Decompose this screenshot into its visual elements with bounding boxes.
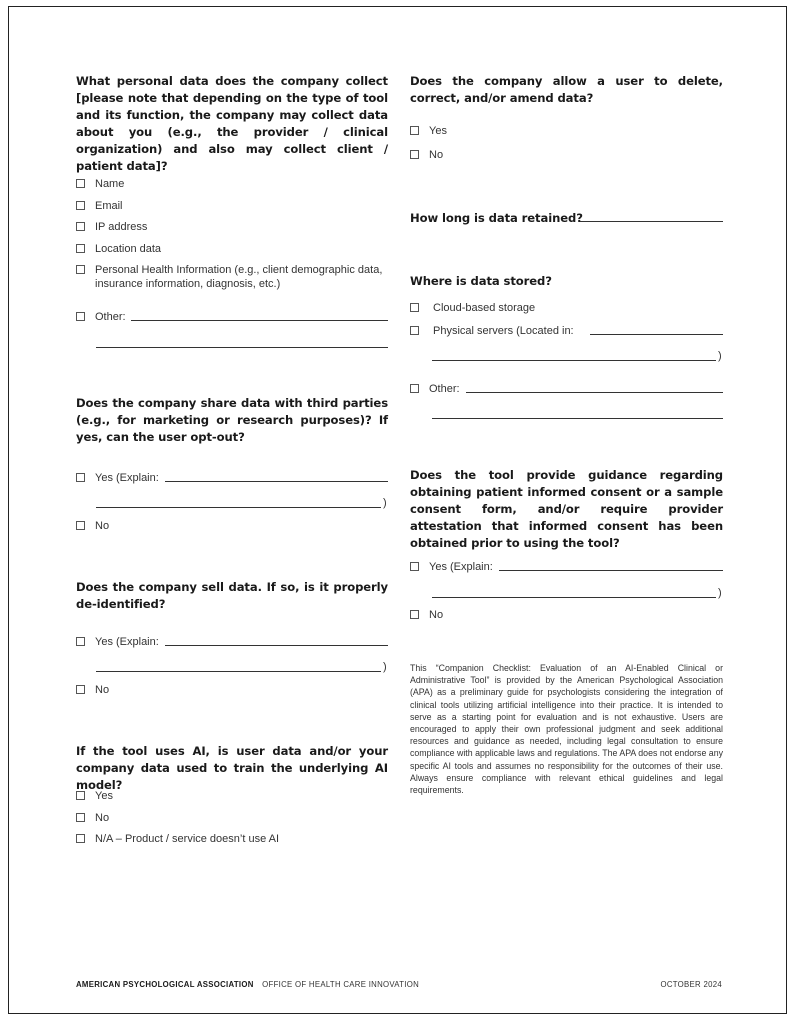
explain-fill-line[interactable] [165, 645, 388, 646]
question-title: Does the tool provide guidance regarding obtaining patient informed consent or a sample consent form, and/or require provider attestation that informed consent has been obtained prior to using the tool? [410, 468, 723, 550]
checkbox-square-icon[interactable] [76, 265, 85, 274]
footer-org: AMERICAN PSYCHOLOGICAL ASSOCIATION [76, 980, 254, 989]
explain-fill-line-2[interactable] [432, 597, 716, 598]
question-personal-data [76, 73, 388, 175]
checkbox-delete-yes[interactable]: Yes [410, 124, 723, 138]
closing-paren: ) [718, 350, 722, 362]
checkbox-square-icon[interactable] [410, 562, 419, 571]
explain-fill-line[interactable] [499, 570, 723, 571]
checkbox-square-icon[interactable] [76, 637, 85, 646]
checkbox-square-icon[interactable] [76, 521, 85, 530]
checkbox-storage-other[interactable]: Other: [410, 382, 723, 396]
checkbox-ip-address[interactable]: IP address [76, 220, 388, 234]
checkbox-consent-yes[interactable]: Yes (Explain: [410, 560, 723, 574]
checkbox-email[interactable]: Email [76, 199, 388, 213]
explain-fill-line-2[interactable] [96, 507, 381, 508]
question-title: What personal data does the company collect [please note that depending on the type of tool and its function, the company may collect data about you (e.g., the provider / clinical organization) and also may collect client / patient data]? [76, 74, 388, 173]
explain-fill-line-2[interactable] [96, 671, 381, 672]
checkbox-square-icon[interactable] [410, 610, 419, 619]
checkbox-square-icon[interactable] [76, 222, 85, 231]
checkbox-cloud-storage[interactable]: Cloud-based storage [410, 301, 723, 315]
checkbox-name[interactable]: Name [76, 177, 388, 191]
other-fill-line[interactable] [466, 392, 723, 393]
checkbox-square-icon[interactable] [410, 303, 419, 312]
checkbox-sell-no[interactable]: No [76, 683, 388, 697]
disclaimer-text: This “Companion Checklist: Evaluation of an AI-Enabled Clinical or Administrative Tool” is provided by the American Psychological Association (APA) as a preliminary guide for psychologists considering the integration of clinical tools utilizing artificial intelligence into their practice. It is intended to serve as a starting point for evaluation and is not exhaustive. Users are encouraged to apply their own professional judgment and seek additional resources and guidance as needed, including legal consultation to ensure compliance with applicable laws and regulations. The APA does not endorse any specific AI tools and assumes no responsibility for the outcomes of their use. Always ensure compliance with relevant ethical guidelines and legal requirements. [410, 663, 723, 796]
question-ai-training [76, 743, 388, 794]
question-title: Does the company sell data. If so, is it properly de-identified? [76, 580, 388, 611]
checkbox-square-icon[interactable] [76, 813, 85, 822]
checkbox-square-icon[interactable] [76, 201, 85, 210]
checkbox-delete-no[interactable]: No [410, 148, 723, 162]
footer-left [76, 980, 419, 989]
checkbox-physical-servers[interactable]: Physical servers (Located in: [410, 324, 723, 338]
other-fill-line-2[interactable] [96, 347, 388, 348]
checkbox-square-icon[interactable] [76, 834, 85, 843]
checkbox-square-icon[interactable] [410, 384, 419, 393]
checkbox-square-icon[interactable] [76, 179, 85, 188]
document-page [8, 6, 787, 1014]
checkbox-location-data[interactable]: Location data [76, 242, 388, 256]
question-title: Does the company share data with third parties (e.g., for marketing or research purposes)? If yes, can the user opt-out? [76, 396, 388, 444]
checkbox-square-icon[interactable] [76, 473, 85, 482]
checkbox-consent-no[interactable]: No [410, 608, 723, 622]
question-storage [410, 273, 723, 290]
checkbox-ai-yes[interactable]: Yes [76, 789, 388, 803]
closing-paren: ) [383, 661, 387, 673]
checkbox-square-icon[interactable] [76, 312, 85, 321]
checkbox-ai-na[interactable]: N/A – Product / service doesn’t use AI [76, 832, 388, 846]
checkbox-square-icon[interactable] [76, 244, 85, 253]
question-title: Does the company allow a user to delete, correct, and/or amend data? [410, 74, 723, 105]
checkbox-square-icon[interactable] [76, 791, 85, 800]
closing-paren: ) [383, 497, 387, 509]
location-fill-line[interactable] [590, 334, 723, 335]
question-title: How long is data retained? [410, 211, 583, 225]
checkbox-share-no[interactable]: No [76, 519, 388, 533]
location-fill-line-2[interactable] [432, 360, 716, 361]
checkbox-square-icon[interactable] [410, 126, 419, 135]
question-retention [410, 209, 723, 227]
question-delete-data [410, 73, 723, 107]
checkbox-sell-yes[interactable]: Yes (Explain: [76, 635, 388, 649]
question-title: Where is data stored? [410, 274, 552, 288]
footer-office: OFFICE OF HEALTH CARE INNOVATION [262, 980, 420, 989]
other-fill-line-2[interactable] [432, 418, 723, 419]
checkbox-share-yes[interactable]: Yes (Explain: [76, 471, 388, 485]
closing-paren: ) [718, 587, 722, 599]
footer-date: OCTOBER 2024 [660, 980, 722, 989]
question-share-data [76, 395, 388, 446]
question-sell-data [76, 579, 388, 613]
other-fill-line[interactable] [131, 320, 388, 321]
question-informed-consent [410, 467, 723, 552]
checkbox-square-icon[interactable] [410, 150, 419, 159]
checkbox-phi[interactable]: Personal Health Information (e.g., client demographic data, insurance information, diagnosis, etc.) [76, 263, 388, 291]
checkbox-ai-no[interactable]: No [76, 811, 388, 825]
explain-fill-line[interactable] [165, 481, 388, 482]
retention-fill-line[interactable] [580, 221, 723, 222]
checkbox-square-icon[interactable] [410, 326, 419, 335]
checkbox-other[interactable]: Other: [76, 310, 388, 324]
checkbox-square-icon[interactable] [76, 685, 85, 694]
question-title: If the tool uses AI, is user data and/or your company data used to train the underlying AI model? [76, 744, 388, 792]
